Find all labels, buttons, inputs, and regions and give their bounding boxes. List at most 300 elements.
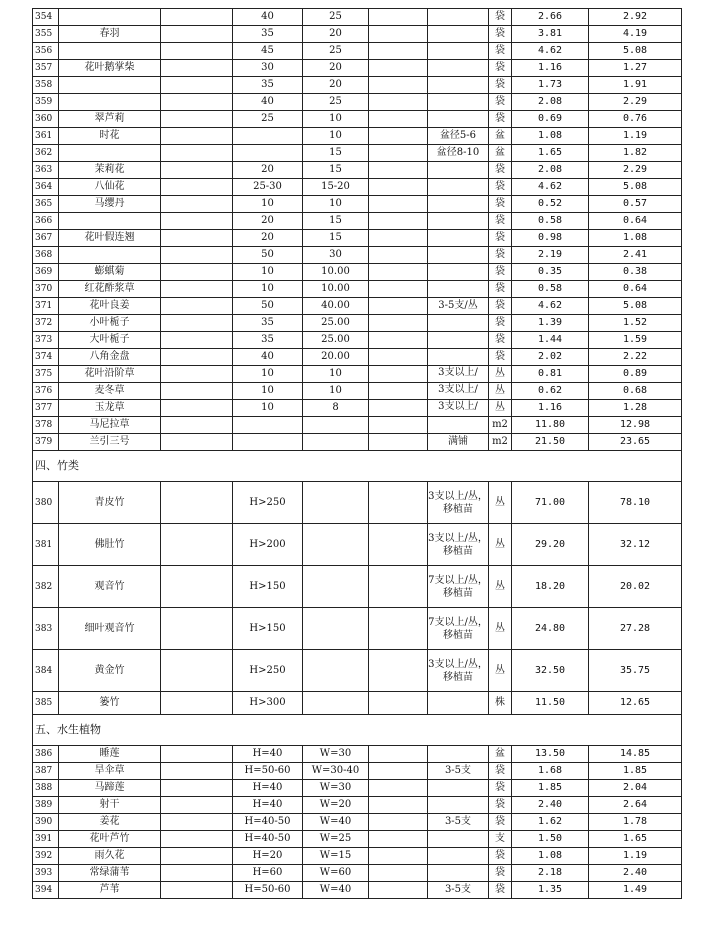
spec-height-cell: H>250 [233,482,303,524]
row-number-cell: 393 [33,865,59,882]
price-1-cell: 2.18 [512,865,589,882]
spec-a-cell [161,434,233,451]
table-row [33,111,682,128]
price-1-cell: 4.62 [512,298,589,315]
spec-a-cell [161,43,233,60]
spec-a-cell [161,566,233,608]
spec-a-cell [161,9,233,26]
spec-height-cell [233,434,303,451]
remark-cell [428,77,489,94]
spec-height-cell: 40 [233,9,303,26]
spec-d-cell [369,608,428,650]
remark-cell [428,797,489,814]
remark-cell [428,94,489,111]
plant-name-cell: 八仙花 [59,179,161,196]
spec-d-cell [369,9,428,26]
plant-name-cell: 花叶沿阶草 [59,366,161,383]
spec-height-cell: 35 [233,26,303,43]
spec-width-cell: W=60 [303,865,369,882]
remark-cell: 7支以上/丛，移植苗 [428,566,489,608]
table-row [33,865,682,882]
spec-height-cell: 10 [233,264,303,281]
unit-cell: 袋 [489,230,512,247]
plant-name-cell: 马尼拉草 [59,417,161,434]
price-2-cell: 1.59 [589,332,682,349]
spec-a-cell [161,230,233,247]
remark-cell: 7支以上/丛，移植苗 [428,608,489,650]
spec-a-cell [161,281,233,298]
plant-name-cell: 射干 [59,797,161,814]
row-number-cell: 390 [33,814,59,831]
table-row [33,196,682,213]
price-1-cell: 1.73 [512,77,589,94]
spec-height-cell: H=40-50 [233,814,303,831]
plant-name-cell: 蟛蜞菊 [59,264,161,281]
remark-cell [428,179,489,196]
spec-height-cell: H>300 [233,692,303,715]
row-number-cell: 371 [33,298,59,315]
table-row [33,566,682,608]
row-number-cell: 354 [33,9,59,26]
plant-name-cell: 花叶芦竹 [59,831,161,848]
remark-cell [428,60,489,77]
spec-width-cell: 25.00 [303,315,369,332]
price-2-cell: 14.85 [589,746,682,763]
spec-width-cell: 30 [303,247,369,264]
spec-width-cell: 15 [303,162,369,179]
table-row [33,524,682,566]
price-1-cell: 24.80 [512,608,589,650]
section-header-row [33,451,682,482]
spec-width-cell: W=30-40 [303,763,369,780]
spec-width-cell: 25.00 [303,332,369,349]
price-2-cell: 5.08 [589,298,682,315]
spec-width-cell [303,417,369,434]
spec-d-cell [369,332,428,349]
spec-d-cell [369,482,428,524]
spec-d-cell [369,349,428,366]
remark-cell: 3支以上/丛，移植苗 [428,650,489,692]
unit-cell: 袋 [489,865,512,882]
plant-name-cell: 观音竹 [59,566,161,608]
spec-height-cell: 20 [233,213,303,230]
unit-cell: 袋 [489,77,512,94]
unit-cell: 袋 [489,247,512,264]
spec-a-cell [161,60,233,77]
price-1-cell: 11.80 [512,417,589,434]
price-2-cell: 2.04 [589,780,682,797]
spec-a-cell [161,26,233,43]
price-2-cell: 0.89 [589,366,682,383]
spec-height-cell: H=40 [233,797,303,814]
spec-a-cell [161,882,233,899]
remark-cell: 满铺 [428,434,489,451]
remark-cell [428,349,489,366]
row-number-cell: 381 [33,524,59,566]
spec-height-cell: 25-30 [233,179,303,196]
spec-width-cell: 25 [303,94,369,111]
spec-d-cell [369,831,428,848]
row-number-cell: 378 [33,417,59,434]
table-row [33,780,682,797]
remark-cell [428,264,489,281]
row-number-cell: 366 [33,213,59,230]
spec-width-cell: W=40 [303,814,369,831]
price-table [32,8,682,899]
plant-name-cell: 雨久花 [59,848,161,865]
spec-d-cell [369,298,428,315]
unit-cell: 丛 [489,366,512,383]
unit-cell: 袋 [489,213,512,230]
table-row [33,264,682,281]
section-title: 四、竹类 [33,451,682,482]
spec-d-cell [369,247,428,264]
remark-cell [428,746,489,763]
table-row [33,848,682,865]
spec-width-cell: 15 [303,230,369,247]
unit-cell: 支 [489,831,512,848]
unit-cell: 袋 [489,332,512,349]
spec-width-cell: 15 [303,213,369,230]
table-row [33,43,682,60]
spec-a-cell [161,400,233,417]
unit-cell: 袋 [489,162,512,179]
spec-a-cell [161,349,233,366]
row-number-cell: 368 [33,247,59,264]
table-row [33,281,682,298]
spec-width-cell [303,524,369,566]
spec-d-cell [369,865,428,882]
price-2-cell: 0.76 [589,111,682,128]
spec-height-cell: 10 [233,366,303,383]
price-2-cell: 5.08 [589,43,682,60]
spec-height-cell: 45 [233,43,303,60]
spec-d-cell [369,315,428,332]
price-2-cell: 12.98 [589,417,682,434]
price-1-cell: 1.16 [512,400,589,417]
price-1-cell: 1.39 [512,315,589,332]
spec-d-cell [369,366,428,383]
price-2-cell: 1.82 [589,145,682,162]
plant-name-cell: 红花酢浆草 [59,281,161,298]
spec-height-cell: H=20 [233,848,303,865]
spec-a-cell [161,848,233,865]
row-number-cell: 370 [33,281,59,298]
price-1-cell: 0.58 [512,281,589,298]
plant-name-cell [59,145,161,162]
row-number-cell: 374 [33,349,59,366]
price-2-cell: 1.19 [589,848,682,865]
unit-cell: 袋 [489,763,512,780]
price-2-cell: 23.65 [589,434,682,451]
unit-cell: 袋 [489,349,512,366]
price-2-cell: 5.08 [589,179,682,196]
spec-height-cell: H=50-60 [233,882,303,899]
spec-d-cell [369,94,428,111]
plant-name-cell: 姜花 [59,814,161,831]
table-row [33,94,682,111]
table-row [33,763,682,780]
row-number-cell: 356 [33,43,59,60]
plant-name-cell [59,77,161,94]
price-2-cell: 1.52 [589,315,682,332]
price-1-cell: 1.68 [512,763,589,780]
spec-height-cell: H>200 [233,524,303,566]
spec-a-cell [161,780,233,797]
plant-name-cell: 黄金竹 [59,650,161,692]
table-row [33,77,682,94]
section-header-row [33,715,682,746]
plant-name-cell: 翠芦莉 [59,111,161,128]
price-1-cell: 71.00 [512,482,589,524]
price-2-cell: 2.29 [589,162,682,179]
spec-a-cell [161,417,233,434]
price-2-cell: 20.02 [589,566,682,608]
row-number-cell: 355 [33,26,59,43]
price-2-cell: 0.68 [589,383,682,400]
spec-a-cell [161,797,233,814]
price-2-cell: 4.19 [589,26,682,43]
table-row [33,366,682,383]
spec-height-cell: 40 [233,94,303,111]
table-row [33,417,682,434]
plant-name-cell: 常绿蒲苇 [59,865,161,882]
spec-width-cell: 10.00 [303,264,369,281]
unit-cell: 袋 [489,298,512,315]
unit-cell: m2 [489,417,512,434]
row-number-cell: 360 [33,111,59,128]
unit-cell: 袋 [489,848,512,865]
table-row [33,434,682,451]
row-number-cell: 376 [33,383,59,400]
plant-name-cell: 玉龙草 [59,400,161,417]
plant-name-cell: 马蹄莲 [59,780,161,797]
price-2-cell: 2.64 [589,797,682,814]
plant-name-cell [59,43,161,60]
unit-cell: 袋 [489,9,512,26]
spec-d-cell [369,60,428,77]
remark-cell: 3-5支 [428,882,489,899]
remark-cell [428,247,489,264]
spec-height-cell: H=40 [233,780,303,797]
spec-a-cell [161,831,233,848]
remark-cell [428,26,489,43]
spec-a-cell [161,524,233,566]
spec-d-cell [369,77,428,94]
row-number-cell: 385 [33,692,59,715]
table-row [33,247,682,264]
table-row [33,213,682,230]
spec-a-cell [161,608,233,650]
remark-cell [428,213,489,230]
spec-height-cell [233,145,303,162]
spec-height-cell: 50 [233,247,303,264]
spec-d-cell [369,26,428,43]
spec-height-cell: 10 [233,383,303,400]
price-2-cell: 2.22 [589,349,682,366]
table-row [33,298,682,315]
spec-a-cell [161,145,233,162]
price-1-cell: 2.40 [512,797,589,814]
spec-d-cell [369,566,428,608]
spec-d-cell [369,179,428,196]
spec-width-cell: 10 [303,128,369,145]
spec-height-cell [233,128,303,145]
spec-width-cell [303,566,369,608]
spec-a-cell [161,366,233,383]
price-1-cell: 0.62 [512,383,589,400]
remark-cell: 3-5支 [428,763,489,780]
price-1-cell: 21.50 [512,434,589,451]
row-number-cell: 362 [33,145,59,162]
spec-d-cell [369,763,428,780]
price-1-cell: 0.52 [512,196,589,213]
spec-d-cell [369,797,428,814]
price-1-cell: 29.20 [512,524,589,566]
spec-height-cell: 10 [233,400,303,417]
price-2-cell: 12.65 [589,692,682,715]
row-number-cell: 373 [33,332,59,349]
unit-cell: 盆 [489,746,512,763]
table-row [33,9,682,26]
spec-a-cell [161,264,233,281]
spec-height-cell: 20 [233,230,303,247]
remark-cell [428,281,489,298]
price-1-cell: 32.50 [512,650,589,692]
spec-a-cell [161,162,233,179]
spec-width-cell: W=30 [303,780,369,797]
spec-a-cell [161,179,233,196]
spec-d-cell [369,383,428,400]
table-row [33,882,682,899]
remark-cell [428,848,489,865]
row-number-cell: 382 [33,566,59,608]
plant-name-cell: 细叶观音竹 [59,608,161,650]
remark-cell [428,315,489,332]
table-row [33,332,682,349]
unit-cell: 袋 [489,60,512,77]
spec-width-cell: 20.00 [303,349,369,366]
unit-cell: 丛 [489,524,512,566]
row-number-cell: 384 [33,650,59,692]
price-1-cell: 0.81 [512,366,589,383]
unit-cell: 袋 [489,315,512,332]
unit-cell: 袋 [489,43,512,60]
remark-cell: 3支以上/丛，移植苗 [428,524,489,566]
plant-name-cell: 花叶良姜 [59,298,161,315]
price-2-cell: 27.28 [589,608,682,650]
table-row [33,349,682,366]
spec-height-cell: H=40 [233,746,303,763]
plant-name-cell [59,94,161,111]
spec-width-cell: 10 [303,111,369,128]
unit-cell: 袋 [489,814,512,831]
spec-height-cell: H>150 [233,608,303,650]
plant-name-cell: 芦苇 [59,882,161,899]
price-1-cell: 4.62 [512,43,589,60]
unit-cell: 袋 [489,281,512,298]
price-2-cell: 1.85 [589,763,682,780]
price-1-cell: 0.35 [512,264,589,281]
spec-d-cell [369,213,428,230]
spec-width-cell [303,482,369,524]
price-2-cell: 2.92 [589,9,682,26]
spec-height-cell: 20 [233,162,303,179]
remark-cell: 盆径5-6 [428,128,489,145]
row-number-cell: 387 [33,763,59,780]
price-2-cell: 2.29 [589,94,682,111]
spec-a-cell [161,383,233,400]
plant-name-cell: 睡莲 [59,746,161,763]
spec-width-cell: 8 [303,400,369,417]
spec-width-cell: W=15 [303,848,369,865]
price-2-cell: 1.08 [589,230,682,247]
plant-name-cell: 佛肚竹 [59,524,161,566]
plant-name-cell [59,213,161,230]
price-2-cell: 0.57 [589,196,682,213]
row-number-cell: 383 [33,608,59,650]
table-row [33,650,682,692]
spec-a-cell [161,746,233,763]
spec-d-cell [369,434,428,451]
spec-a-cell [161,650,233,692]
table-row [33,26,682,43]
table-row [33,128,682,145]
price-1-cell: 1.62 [512,814,589,831]
spec-d-cell [369,882,428,899]
spec-a-cell [161,111,233,128]
price-1-cell: 0.69 [512,111,589,128]
spec-width-cell: 20 [303,60,369,77]
price-1-cell: 18.20 [512,566,589,608]
remark-cell [428,43,489,60]
spec-width-cell: 15 [303,145,369,162]
plant-name-cell [59,247,161,264]
row-number-cell: 367 [33,230,59,247]
spec-a-cell [161,482,233,524]
remark-cell: 3支以上/丛，移植苗 [428,482,489,524]
table-row [33,60,682,77]
spec-height-cell: H=50-60 [233,763,303,780]
row-number-cell: 363 [33,162,59,179]
spec-width-cell: W=25 [303,831,369,848]
row-number-cell: 386 [33,746,59,763]
unit-cell: 袋 [489,882,512,899]
plant-name-cell: 花叶假连翘 [59,230,161,247]
remark-cell: 3-5支/丛 [428,298,489,315]
spec-height-cell: 25 [233,111,303,128]
table-row [33,814,682,831]
row-number-cell: 389 [33,797,59,814]
spec-d-cell [369,230,428,247]
spec-a-cell [161,77,233,94]
unit-cell: m2 [489,434,512,451]
price-1-cell: 1.44 [512,332,589,349]
row-number-cell: 379 [33,434,59,451]
remark-text: 3支以上/ [438,384,478,395]
unit-cell: 袋 [489,26,512,43]
table-row [33,608,682,650]
unit-cell: 丛 [489,400,512,417]
table-row [33,482,682,524]
spec-a-cell [161,128,233,145]
plant-name-cell: 马缨丹 [59,196,161,213]
spec-height-cell [233,417,303,434]
table-row [33,692,682,715]
unit-cell: 袋 [489,264,512,281]
price-1-cell: 0.58 [512,213,589,230]
spec-d-cell [369,196,428,213]
